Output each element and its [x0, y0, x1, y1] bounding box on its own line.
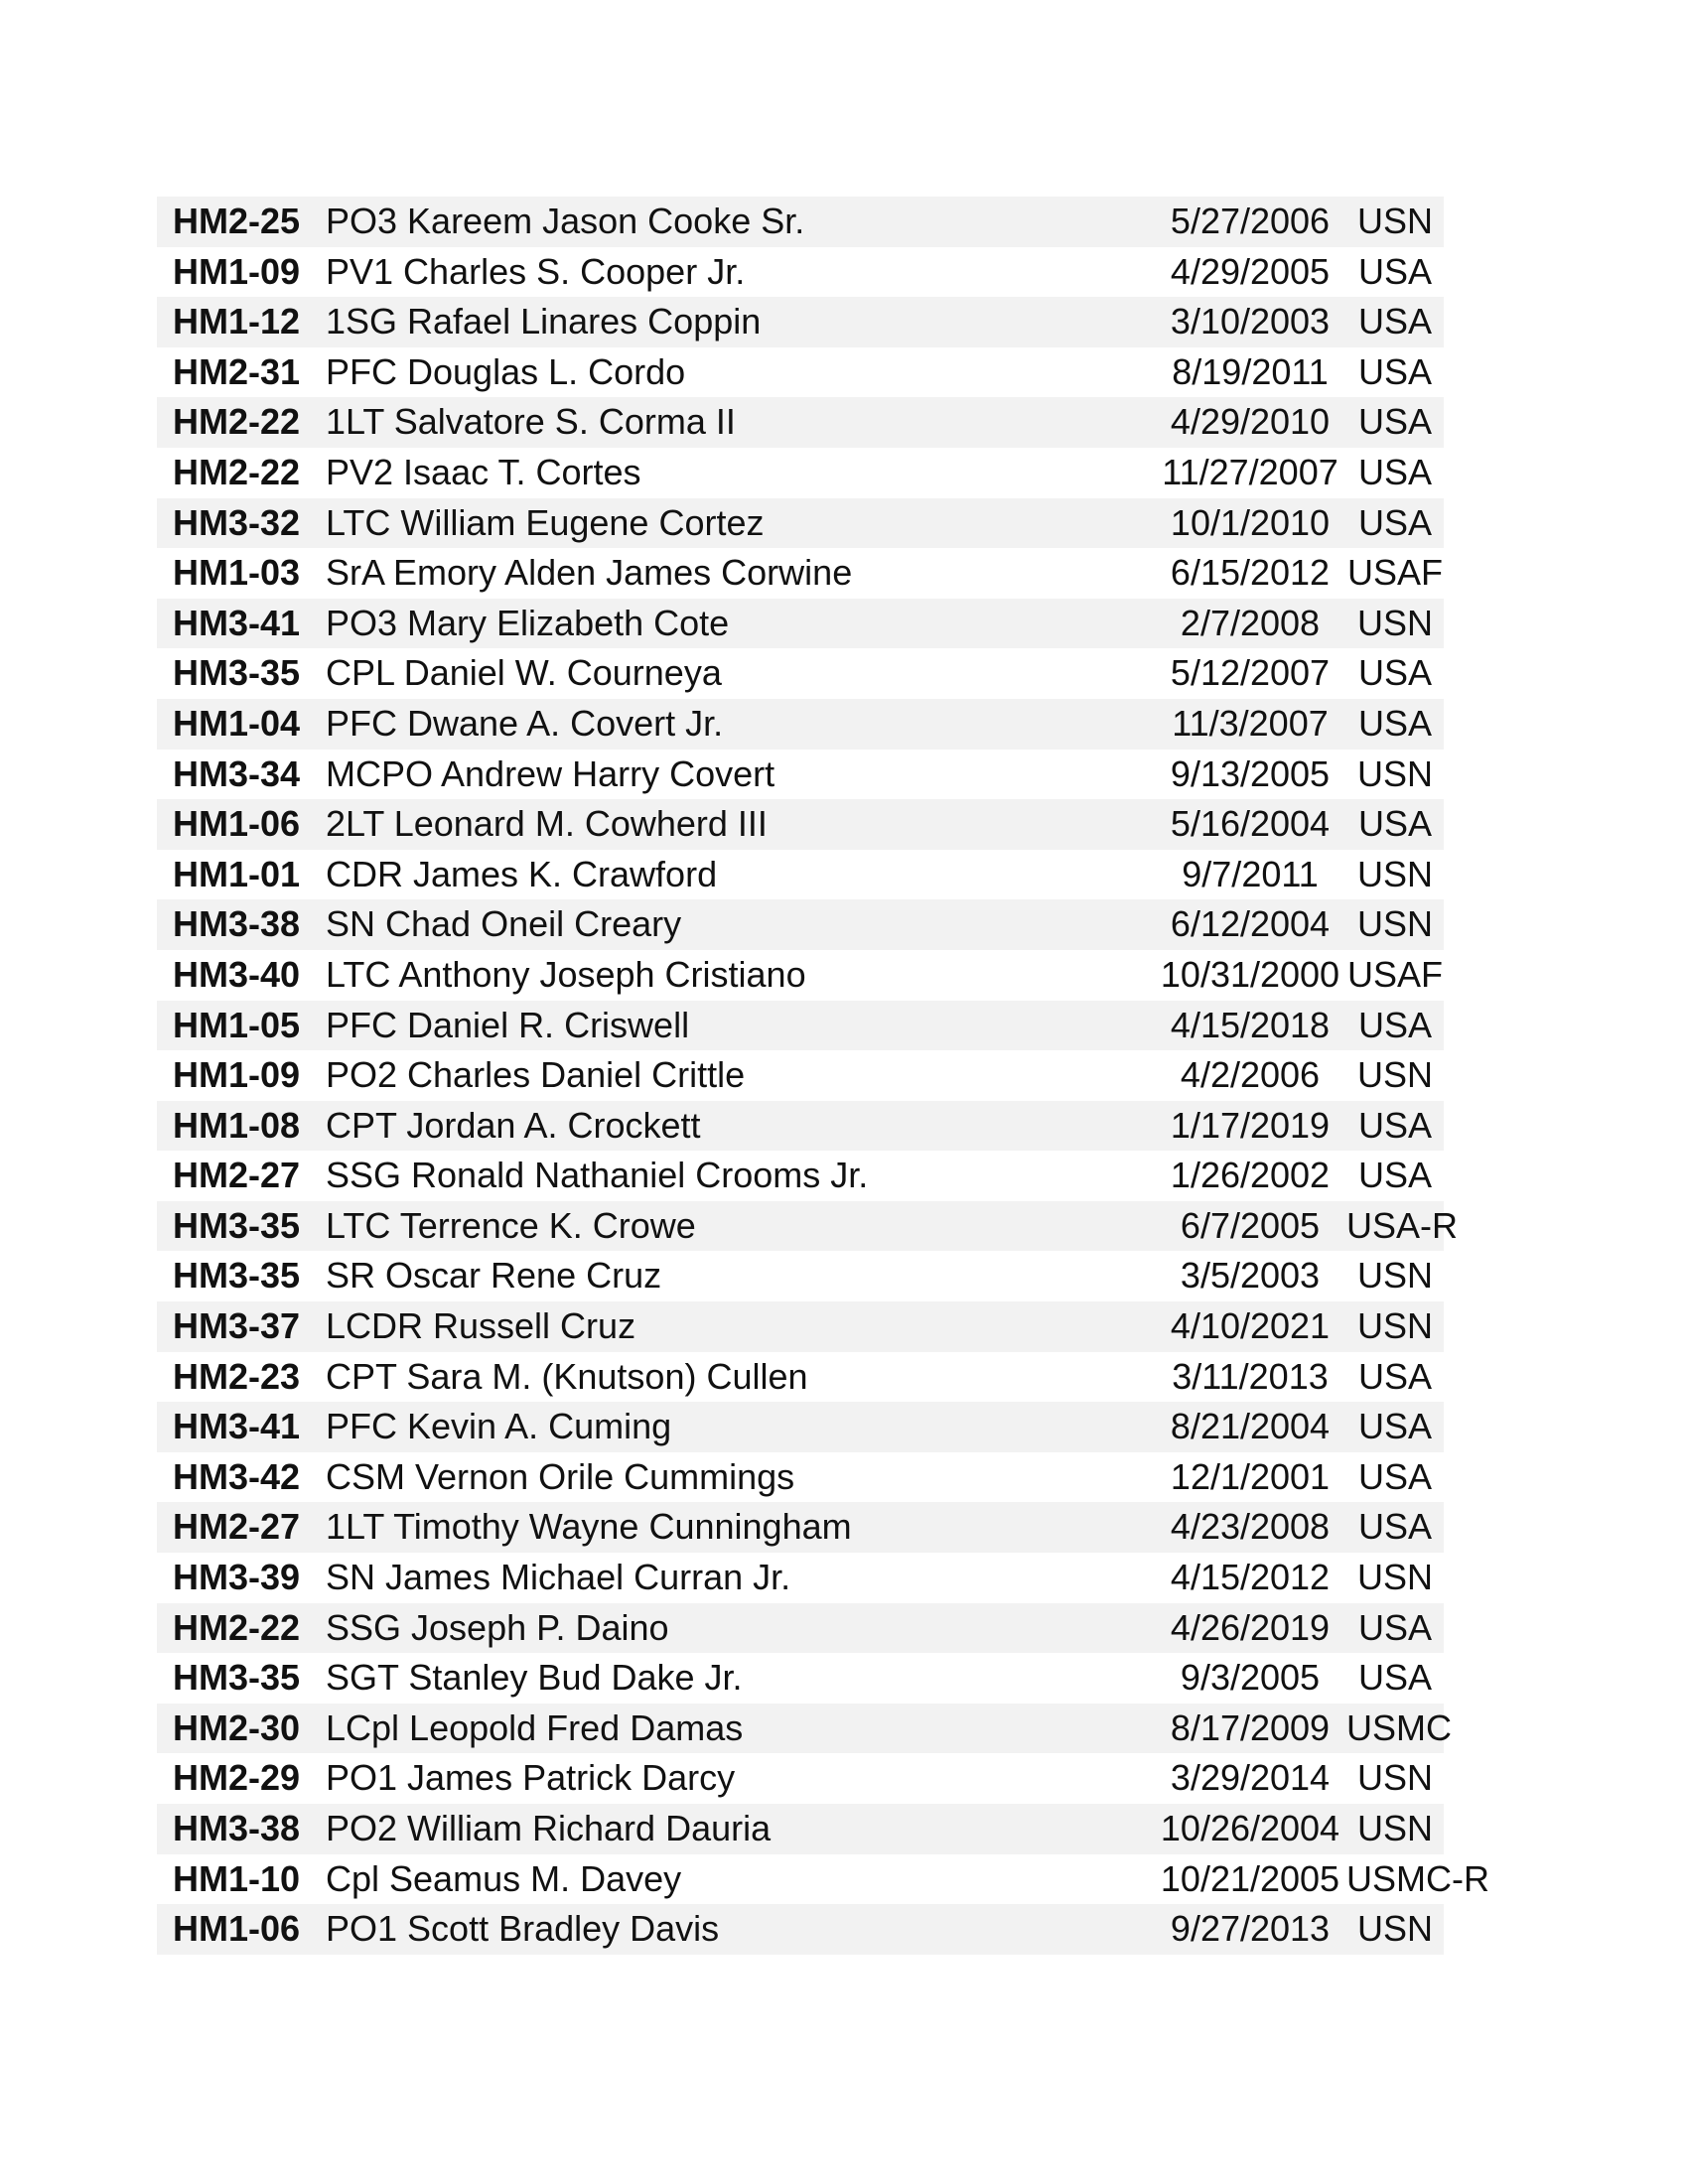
roster-table: [157, 197, 1489, 1955]
date-cell: 8/21/2004: [1170, 1406, 1331, 1447]
name-cell: MCPO Andrew Harry Covert: [326, 752, 775, 794]
panel-cell: HM2-27: [173, 1155, 301, 1196]
panel-cell: HM1-03: [173, 552, 301, 594]
branch-cell: USA: [1357, 1406, 1433, 1447]
branch-cell: USA: [1357, 1455, 1433, 1497]
table-row: [157, 799, 1444, 850]
branch-cell: USN: [1356, 1757, 1433, 1799]
table-row: [157, 1804, 1444, 1854]
date-cell: 4/23/2008: [1170, 1506, 1331, 1548]
name-cell: SN Chad Oneil Creary: [326, 903, 682, 945]
date-cell: 9/13/2005: [1170, 752, 1331, 794]
panel-cell: HM2-27: [173, 1506, 301, 1548]
panel-cell: HM2-22: [173, 401, 301, 443]
branch-cell: USA: [1357, 1657, 1433, 1699]
table-row: [157, 297, 1444, 347]
panel-cell: HM3-42: [173, 1455, 301, 1497]
branch-cell: USMC: [1346, 1706, 1452, 1748]
panel-cell: HM2-22: [173, 451, 301, 492]
name-cell: SSG Ronald Nathaniel Crooms Jr.: [326, 1155, 869, 1196]
panel-cell: HM3-35: [173, 1204, 301, 1246]
table-row: [157, 850, 1444, 900]
branch-cell: USN: [1356, 1557, 1433, 1598]
table-row: [157, 1904, 1444, 1955]
branch-cell: USA: [1357, 702, 1433, 744]
panel-cell: HM3-40: [173, 953, 301, 995]
date-cell: 3/11/2013: [1172, 1355, 1329, 1397]
table-row: [157, 899, 1444, 950]
date-cell: 10/31/2000: [1160, 953, 1340, 995]
panel-cell: HM1-06: [173, 803, 301, 845]
name-cell: LCpl Leopold Fred Damas: [326, 1706, 744, 1748]
panel-cell: HM2-30: [173, 1706, 301, 1748]
date-cell: 8/19/2011: [1172, 350, 1329, 392]
name-cell: PO3 Kareem Jason Cooke Sr.: [326, 201, 805, 241]
panel-cell: HM1-08: [173, 1104, 301, 1146]
table-row: [157, 1704, 1452, 1754]
branch-cell: USN: [1356, 602, 1433, 643]
panel-cell: HM1-10: [173, 1857, 301, 1899]
branch-cell: USAF: [1346, 552, 1443, 594]
panel-cell: HM1-06: [173, 1908, 301, 1950]
branch-cell: USA: [1357, 250, 1433, 292]
panel-cell: HM3-38: [173, 903, 301, 945]
date-cell: 3/29/2014: [1170, 1757, 1331, 1799]
branch-cell: USA: [1357, 803, 1433, 845]
branch-cell: USN: [1356, 1908, 1433, 1950]
name-cell: PO3 Mary Elizabeth Cote: [326, 602, 730, 643]
name-cell: LCDR Russell Cruz: [326, 1305, 636, 1347]
name-cell: CPL Daniel W. Courneya: [326, 652, 722, 694]
table-row: [157, 1553, 1444, 1603]
table-row: [157, 950, 1444, 1001]
name-cell: LTC William Eugene Cortez: [326, 501, 765, 543]
name-cell: PV2 Isaac T. Cortes: [326, 451, 641, 492]
table-row: [157, 599, 1444, 649]
date-cell: 9/3/2005: [1180, 1657, 1321, 1699]
name-cell: LTC Anthony Joseph Cristiano: [326, 953, 806, 995]
date-cell: 11/27/2007: [1162, 451, 1338, 492]
panel-cell: HM3-35: [173, 1657, 301, 1699]
date-cell: 11/3/2007: [1172, 702, 1329, 744]
name-cell: PV1 Charles S. Cooper Jr.: [326, 250, 746, 292]
panel-cell: HM3-32: [173, 501, 301, 543]
date-cell: 4/26/2019: [1170, 1606, 1331, 1648]
branch-cell: USA: [1357, 1155, 1433, 1196]
date-cell: 4/15/2012: [1170, 1557, 1331, 1598]
date-cell: 6/12/2004: [1170, 903, 1331, 945]
name-cell: SR Oscar Rene Cruz: [326, 1255, 662, 1297]
table-row: [157, 1201, 1459, 1252]
name-cell: CPT Sara M. (Knutson) Cullen: [326, 1355, 808, 1397]
date-cell: 6/7/2005: [1180, 1204, 1321, 1246]
date-cell: 10/21/2005: [1160, 1857, 1340, 1899]
date-cell: 5/27/2006: [1170, 201, 1331, 241]
branch-cell: USA: [1357, 301, 1433, 342]
branch-cell: USMC-R: [1346, 1857, 1489, 1899]
date-cell: 10/26/2004: [1160, 1808, 1340, 1848]
panel-cell: HM2-23: [173, 1355, 301, 1397]
name-cell: LTC Terrence K. Crowe: [326, 1204, 696, 1246]
panel-cell: HM1-12: [173, 301, 301, 342]
branch-cell: USA: [1357, 1104, 1433, 1146]
branch-cell: USA: [1357, 401, 1433, 443]
date-cell: 1/17/2019: [1170, 1104, 1331, 1146]
panel-cell: HM2-22: [173, 1606, 301, 1648]
branch-cell: USN: [1356, 1305, 1433, 1347]
name-cell: SrA Emory Alden James Corwine: [326, 552, 853, 594]
branch-cell: USN: [1356, 1255, 1433, 1297]
table-row: [157, 1251, 1444, 1301]
branch-cell: USN: [1356, 201, 1433, 241]
table-row: [157, 1001, 1444, 1051]
name-cell: PO1 James Patrick Darcy: [326, 1757, 736, 1799]
name-cell: Cpl Seamus M. Davey: [326, 1857, 682, 1899]
panel-cell: HM3-35: [173, 1255, 301, 1297]
table-row: [157, 1151, 1444, 1201]
date-cell: 9/27/2013: [1170, 1908, 1331, 1950]
date-cell: 10/1/2010: [1170, 501, 1331, 543]
panel-cell: HM3-34: [173, 752, 301, 794]
panel-cell: HM2-29: [173, 1757, 301, 1799]
branch-cell: USN: [1356, 1808, 1433, 1848]
name-cell: CDR James K. Crawford: [326, 853, 718, 894]
date-cell: 4/29/2005: [1170, 250, 1331, 292]
date-cell: 6/15/2012: [1170, 552, 1331, 594]
name-cell: PFC Kevin A. Cuming: [326, 1406, 672, 1447]
branch-cell: USN: [1356, 1054, 1433, 1096]
name-cell: PFC Dwane A. Covert Jr.: [326, 702, 724, 744]
branch-cell: USN: [1356, 903, 1433, 945]
branch-cell: USA: [1357, 1506, 1433, 1548]
table-row: [157, 1352, 1444, 1403]
panel-cell: HM3-38: [173, 1808, 301, 1848]
panel-cell: HM3-37: [173, 1305, 301, 1347]
panel-cell: HM1-01: [173, 853, 301, 894]
branch-cell: USA-R: [1346, 1204, 1459, 1246]
branch-cell: USA: [1357, 501, 1433, 543]
panel-cell: HM3-41: [173, 1406, 301, 1447]
table-row: [157, 1101, 1444, 1152]
date-cell: 4/2/2006: [1180, 1054, 1321, 1096]
name-cell: CSM Vernon Orile Cummings: [326, 1455, 795, 1497]
branch-cell: USA: [1357, 350, 1433, 392]
name-cell: PFC Douglas L. Cordo: [326, 350, 686, 392]
table-row: [157, 750, 1444, 800]
name-cell: 2LT Leonard M. Cowherd III: [326, 803, 768, 845]
panel-cell: HM3-35: [173, 652, 301, 694]
branch-cell: USA: [1357, 451, 1433, 492]
table-row: [157, 1603, 1444, 1654]
branch-cell: USN: [1356, 853, 1433, 894]
date-cell: 4/15/2018: [1170, 1004, 1331, 1045]
date-cell: 9/7/2011: [1182, 853, 1319, 894]
table-row: [157, 648, 1444, 699]
branch-cell: USAF: [1346, 953, 1443, 995]
table-row: [157, 1452, 1444, 1503]
date-cell: 4/10/2021: [1170, 1305, 1331, 1347]
panel-cell: HM1-09: [173, 1054, 301, 1096]
panel-cell: HM1-09: [173, 250, 301, 292]
branch-cell: USN: [1356, 752, 1433, 794]
table-row: [157, 1653, 1444, 1704]
table-row: [157, 1301, 1444, 1352]
table-row: [157, 1050, 1444, 1101]
panel-cell: HM2-25: [173, 201, 301, 241]
branch-cell: USA: [1357, 1606, 1433, 1648]
date-cell: 2/7/2008: [1180, 602, 1321, 643]
name-cell: 1LT Salvatore S. Corma II: [326, 401, 736, 443]
name-cell: 1SG Rafael Linares Coppin: [326, 301, 762, 342]
table-row: [157, 347, 1444, 398]
table-row: [157, 247, 1444, 298]
date-cell: 5/16/2004: [1170, 803, 1331, 845]
date-cell: 3/5/2003: [1180, 1255, 1321, 1297]
panel-cell: HM3-41: [173, 602, 301, 643]
table-row: [157, 197, 1444, 247]
table-row: [157, 548, 1444, 599]
name-cell: SSG Joseph P. Daino: [326, 1606, 669, 1648]
name-cell: PO1 Scott Bradley Davis: [326, 1908, 720, 1950]
date-cell: 8/17/2009: [1170, 1706, 1331, 1748]
name-cell: SGT Stanley Bud Dake Jr.: [326, 1657, 743, 1699]
branch-cell: USA: [1357, 652, 1433, 694]
name-cell: SN James Michael Curran Jr.: [326, 1557, 791, 1598]
date-cell: 12/1/2001: [1170, 1455, 1331, 1497]
panel-cell: HM2-31: [173, 350, 301, 392]
table-row: [157, 699, 1444, 750]
panel-cell: HM1-04: [173, 702, 301, 744]
panel-cell: HM3-39: [173, 1557, 301, 1598]
name-cell: PFC Daniel R. Criswell: [326, 1004, 690, 1045]
date-cell: 1/26/2002: [1170, 1155, 1331, 1196]
date-cell: 4/29/2010: [1170, 401, 1331, 443]
table-row: [157, 498, 1444, 549]
table-row: [157, 1402, 1444, 1452]
branch-cell: USA: [1357, 1355, 1433, 1397]
date-cell: 5/12/2007: [1170, 652, 1331, 694]
name-cell: 1LT Timothy Wayne Cunningham: [326, 1506, 852, 1548]
table-row: [157, 1753, 1444, 1804]
table-row: [157, 397, 1444, 448]
table-row: [157, 1854, 1489, 1905]
name-cell: PO2 Charles Daniel Crittle: [326, 1054, 746, 1096]
date-cell: 3/10/2003: [1170, 301, 1331, 342]
branch-cell: USA: [1357, 1004, 1433, 1045]
table-row: [157, 448, 1444, 498]
name-cell: CPT Jordan A. Crockett: [326, 1104, 701, 1146]
panel-cell: HM1-05: [173, 1004, 301, 1045]
table-row: [157, 1502, 1444, 1553]
name-cell: PO2 William Richard Dauria: [326, 1808, 772, 1848]
